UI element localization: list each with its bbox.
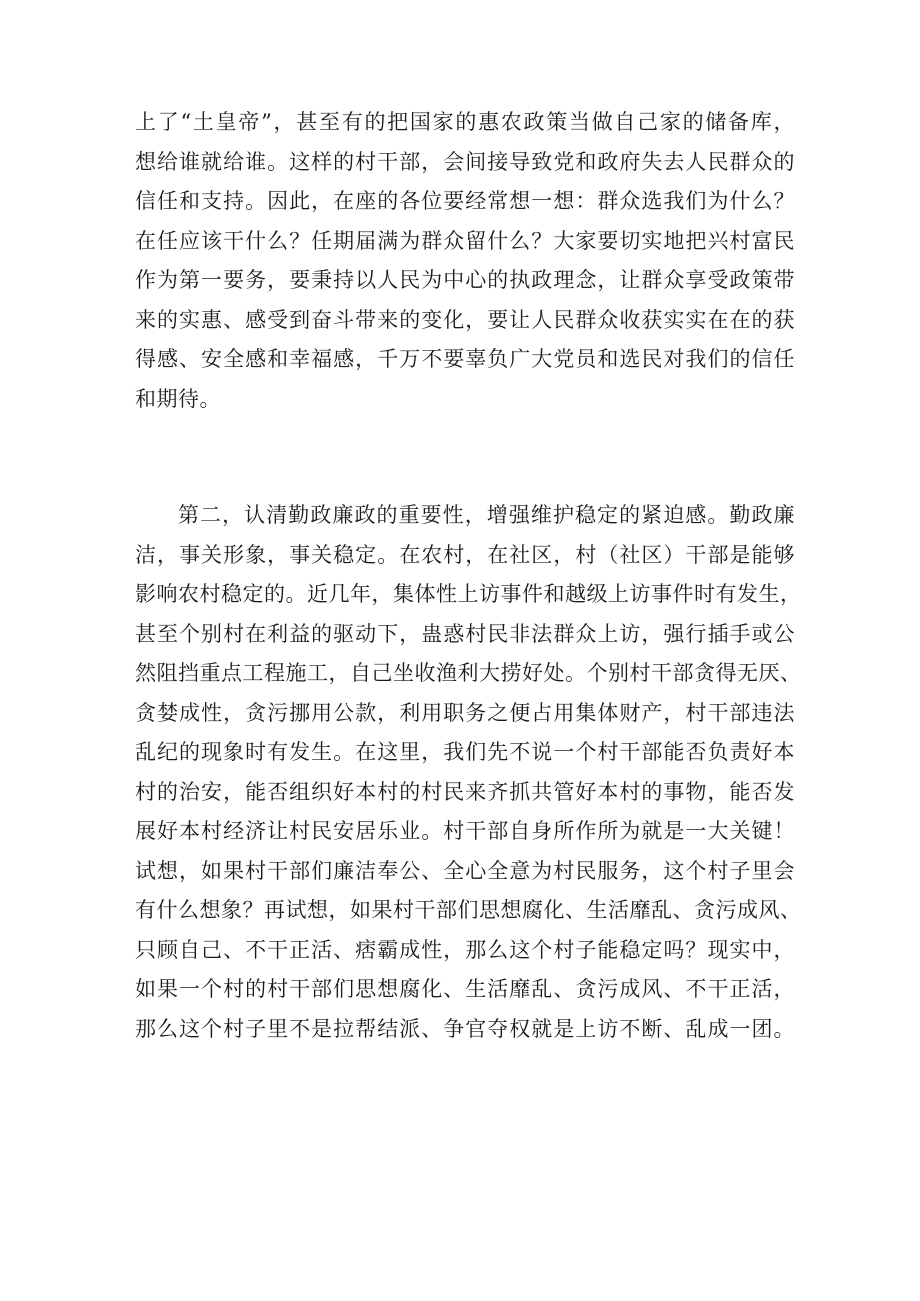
paragraph-2-line: 村的治安，能否组织好本村的村民来齐抓共管好本村的事物，能否发	[135, 779, 795, 804]
paragraph-1-line: 上了“土皇帝”，甚至有的把国家的惠农政策当做自己家的储备库，	[135, 110, 795, 134]
paragraph-2-line: 甚至个别村在利益的驱动下，蛊惑村民非法群众上访，强行插手或公	[135, 621, 795, 646]
paragraph-1-line: 和期待。	[135, 386, 221, 411]
paragraph-2	[135, 496, 802, 1049]
paragraph-1-line: 想给谁就给谁。这样的村干部，会间接导致党和政府失去人民群众的	[135, 149, 795, 174]
paragraph-2-line: 试想，如果村干部们廉洁奉公、全心全意为村民服务，这个村子里会	[135, 858, 795, 883]
paragraph-1-line: 得感、安全感和幸福感，千万不要辜负广大党员和选民对我们的信任	[135, 347, 795, 371]
paragraph-1-line: 在任应该干什么？任期届满为群众留什么？大家要切实地把兴村富民	[135, 228, 795, 253]
paragraph-2-first-line: 第二，认清勤政廉政的重要性，增强维护稳定的紧迫感。勤政廉	[178, 503, 795, 527]
paragraph-1-line: 信任和支持。因此，在座的各位要经常想一想：群众选我们为什么？	[135, 189, 795, 213]
paragraph-2-line: 展好本村经济让村民安居乐业。村干部自身所作所为就是一大关键！	[135, 819, 795, 843]
paragraph-1-line: 来的实惠、感受到奋斗带来的变化，要让人民群众收获实实在在的获	[135, 307, 795, 332]
paragraph-2-line: 然阻挡重点工程施工，自己坐收渔利大捞好处。个别村干部贪得无厌、	[135, 661, 802, 685]
paragraph-2-line: 有什么想象？再试想，如果村干部们思想腐化、生活靡乱、贪污成风、	[135, 898, 802, 922]
paragraph-2-line: 那么这个村子里不是拉帮结派、争官夺权就是上访不断、乱成一团。	[135, 1016, 795, 1041]
paragraph-2-line: 贪婪成性，贪污挪用公款，利用职务之便占用集体财产，村干部违法	[135, 700, 795, 725]
paragraph-2-line: 乱纪的现象时有发生。在这里，我们先不说一个村干部能否负责好本	[135, 740, 795, 764]
paragraph-2-line: 只顾自己、不干正活、痞霸成性，那么这个村子能稳定吗？现实中，	[135, 937, 795, 962]
paragraph-2-line: 洁，事关形象，事关稳定。在农村，在社区，村（社区）干部是能够	[135, 542, 795, 567]
paragraph-2-line: 影响农村稳定的。近几年，集体性上访事件和越级上访事件时有发生，	[135, 582, 802, 606]
paragraph-1	[135, 103, 795, 419]
paragraph-1-line: 作为第一要务，要秉持以人民为中心的执政理念，让群众享受政策带	[135, 268, 795, 292]
paragraph-2-line: 如果一个村的村干部们思想腐化、生活靡乱、贪污成风、不干正活，	[135, 977, 795, 1001]
